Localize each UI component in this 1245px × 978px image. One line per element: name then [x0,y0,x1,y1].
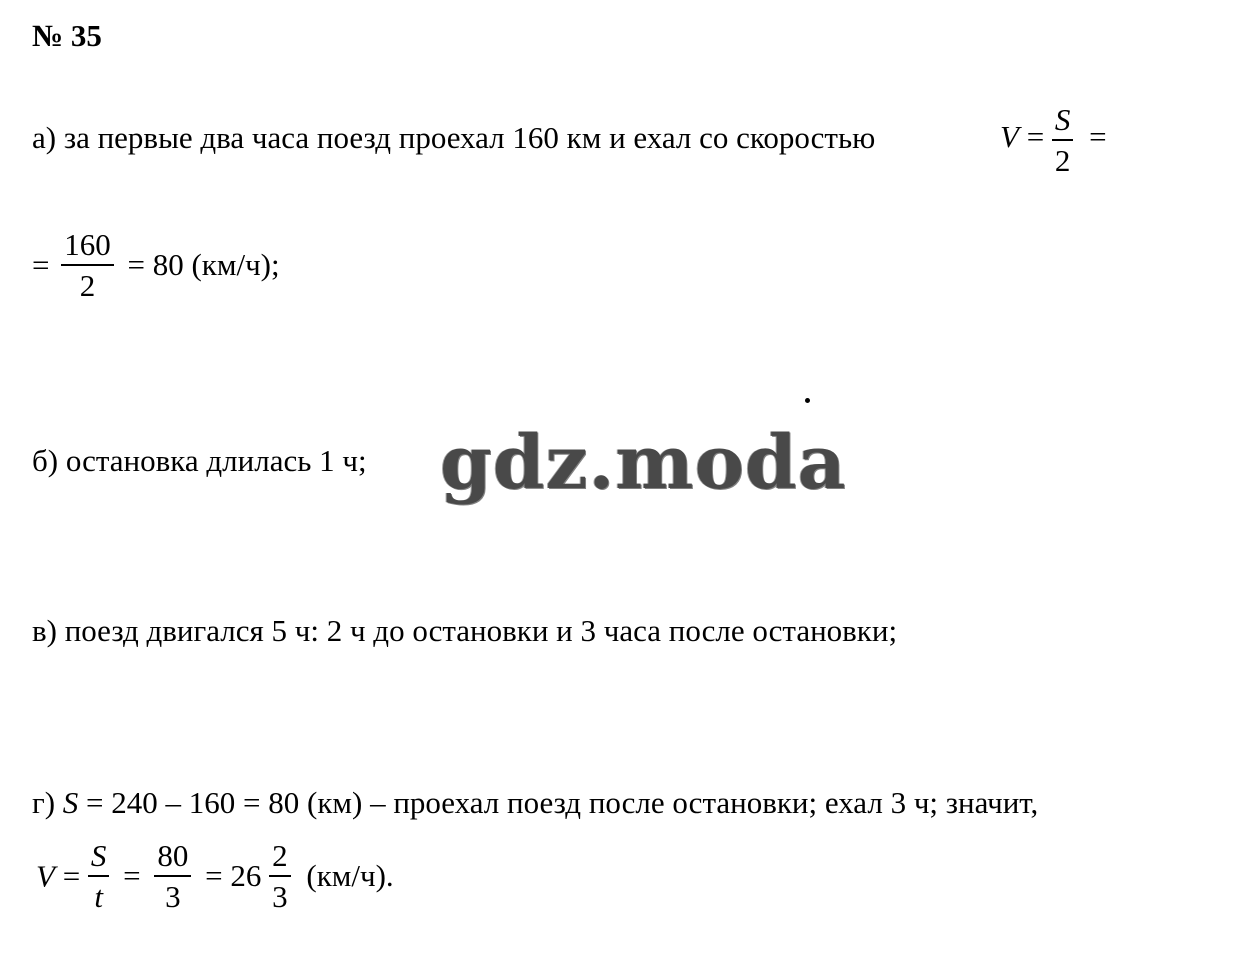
velocity-symbol: V [36,858,55,894]
fraction-denominator: 3 [165,878,181,914]
fraction-denominator: 2 [79,267,96,303]
fraction-numerator: 2 [272,838,288,873]
fraction-s-over-t [88,840,110,912]
fraction-2-over-3 [269,840,291,912]
velocity-symbol: V [1000,118,1019,154]
fraction-160-over-2 [61,229,114,301]
stray-dot [805,398,810,403]
fraction-numerator: 80 [157,838,189,873]
part-v-text: в) поезд двигался 5 ч: 2 ч до остановки и 3 часа после остановки; [32,613,898,648]
part-g-line2 [36,840,394,912]
watermark-logo: gdz.moda [440,420,847,506]
part-b-text: б) остановка длилась 1 ч; [32,443,367,478]
fraction-denominator: 2 [1054,142,1071,178]
fraction-80-over-3 [154,840,191,912]
fraction-numerator: S [90,838,107,873]
part-a-line2 [32,229,280,301]
part-a-formula [1000,104,1107,176]
equals-sign: = [1026,118,1045,154]
part-g-prefix: г) [32,785,56,820]
equals-sign: = [123,858,141,894]
part-g-line1 [32,787,1038,818]
fraction-numerator: S [1054,102,1071,137]
part-a-line1-text: а) за первые два часа поезд проехал 160 км и ехал со скоростью [32,120,876,155]
problem-number: № 35 [32,18,102,53]
equals-sign-trailing: = [1089,118,1107,154]
part-g-line1-rest: = 240 – 160 = 80 (км) – проехал поезд после остановки; ехал 3 ч; значит, [86,785,1039,820]
fraction-denominator: t [94,878,103,914]
equals-sign-lead: = [32,247,50,283]
equals-sign: = [62,858,81,894]
fraction-denominator: 3 [272,878,288,914]
fraction-numerator: 160 [64,227,111,262]
distance-symbol: S [62,785,79,820]
part-a-result: = 80 (км/ч); [127,247,280,283]
fraction-s-over-2 [1052,104,1074,176]
speed-unit: (км/ч). [306,858,394,894]
mixed-number-whole: = 26 [205,858,262,894]
